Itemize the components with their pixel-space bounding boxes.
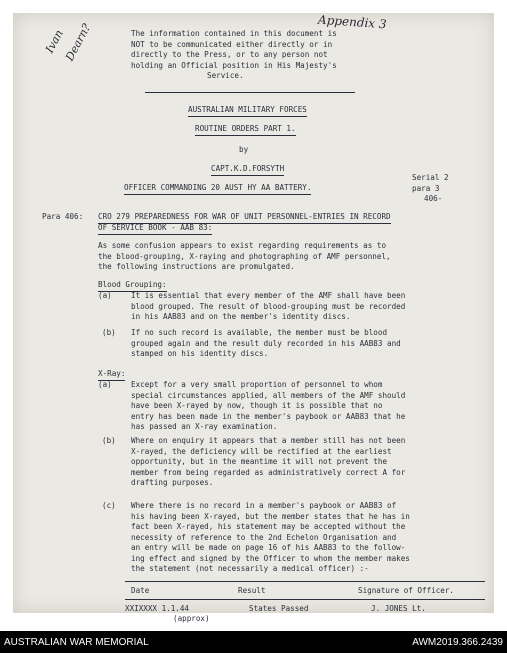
intro-paragraph (98, 241, 391, 273)
xray-c-line: Where there is no record in a member's paybook or AAB83 of (131, 501, 397, 510)
blood-a-line: blood grouped. The result of blood-grouping must be recorded (131, 301, 406, 311)
xray-c-line: ing effect and signed by the Officer to whom the member makes (131, 553, 410, 563)
handwritten-appendix-note: Appendix 3 (317, 12, 388, 32)
para-heading-line-2: OF SERVICE BOOK - AAB 83: (98, 223, 212, 235)
table-header-rule (125, 599, 485, 600)
xray-item-b-text (131, 436, 405, 489)
table-header-result: Result (238, 586, 266, 595)
captain-name: CAPT.K.D.FORSYTH (211, 164, 284, 176)
notice-line: NOT to be communicated either directly or in (131, 39, 333, 49)
archive-reference: AWM2019.366.2439 (412, 637, 503, 648)
intro-line: the blood-grouping, X-raying and photographing of AMF personnel, (98, 251, 391, 261)
blood-item-b-text (131, 328, 401, 360)
notice-divider (145, 92, 355, 93)
xray-item-a-text (131, 380, 405, 433)
blood-grouping-heading: Blood Grouping: (98, 280, 167, 292)
table-cell-signature: J. JONES Lt. (371, 604, 426, 613)
notice-line: holding an Official position in His Majesty's (131, 60, 337, 70)
blood-b-line: grouped again and the result duly recorded in his AAB83 and (131, 338, 401, 348)
blood-a-line: It is essential that every member of the AMF shall have been (131, 291, 406, 300)
intro-line: As some confusion appears to exist regarding requirements as to (98, 241, 387, 250)
notice-line: Service. (207, 71, 244, 80)
xray-a-line: has passed an X-ray examination. (131, 422, 278, 431)
archive-footer-bar (0, 631, 507, 653)
serial-line: Serial 2 (412, 173, 449, 182)
xray-a-line: have been X-rayed by now, though it is possible that no (131, 401, 383, 410)
intro-line: the following instructions are promulgated. (98, 262, 295, 271)
handwritten-margin-note-2: Dearn? (63, 21, 94, 64)
xray-c-line: the statement (not necessarily a medical officer) :- (131, 564, 369, 573)
xray-c-line: necessity of reference to the 2nd Echelon Organisation and (131, 532, 397, 542)
blood-item-a-text (131, 291, 405, 323)
table-cell-date-note: (approx) (173, 614, 210, 623)
xray-c-line: an entry will be made on page 16 of his AAB83 to the follow- (131, 543, 406, 552)
blood-item-a-label: (a) (98, 291, 112, 300)
table-cell-date: XXIXXXX 1.1.44 (125, 604, 190, 613)
notice-line: directly to the Press, or to any person not (131, 50, 328, 59)
table-header-date: Date (131, 586, 150, 595)
xray-item-c-text (131, 501, 410, 575)
xray-item-a-label: (a) (98, 380, 112, 389)
xray-heading: X-Ray: (98, 369, 125, 381)
archive-name: AUSTRALIAN WAR MEMORIAL (4, 637, 149, 648)
serial-line: 406- (424, 194, 443, 203)
xray-a-line: special circumstances applied, all members of the AMF should (131, 390, 406, 400)
table-cell-result: States Passed (249, 604, 309, 613)
xray-a-line: Except for a very small proportion of personnel to whom (131, 380, 383, 389)
xray-c-line: his having been X-rayed, but the member states that he has in (131, 511, 410, 521)
serial-block (412, 173, 449, 205)
org-title: AUSTRALIAN MILITARY FORCES (188, 105, 307, 117)
xray-b-line: drafting purposes. (131, 478, 214, 487)
xray-b-line: Where on enquiry it appears that a member still has not been (131, 436, 406, 445)
routine-orders-title: ROUTINE ORDERS PART 1. (195, 124, 296, 136)
officer-commanding-title: OFFICER COMMANDING 20 AUST HY AA BATTERY. (124, 183, 311, 195)
by-label: by (239, 145, 249, 154)
para-heading-line-1: CRO 279 PREPAREDNESS FOR WAR OF UNIT PERSONNEL-ENTRIES IN RECORD (98, 212, 391, 224)
xray-b-line: X-rayed, the deficiency will be rectified at the earliest (131, 446, 392, 456)
blood-b-line: If no such record is available, the member must be blood (131, 328, 388, 337)
blood-a-line: in his AAB83 and on the member's identity discs. (131, 312, 351, 321)
confidentiality-notice (131, 29, 337, 82)
blood-item-b-label: (b) (102, 328, 116, 337)
xray-item-b-label: (b) (102, 436, 116, 445)
xray-c-line: fact been X-rayed, his statement may be accepted without the (131, 522, 406, 531)
xray-b-line: opportunity, but in the meantime it will not prevent the (131, 457, 388, 466)
document-page (13, 12, 494, 623)
xray-item-c-label: (c) (102, 501, 116, 510)
blood-b-line: stamped on his identity discs. (131, 349, 269, 358)
table-top-rule (125, 581, 485, 582)
serial-line: para 3 (412, 183, 440, 193)
table-header-signature: Signature of Officer. (358, 586, 455, 595)
xray-a-line: entry has been made in the member's paybook or AAB83 that he (131, 411, 406, 421)
para-number: Para 406: (42, 212, 84, 221)
xray-b-line: member from being regarded as administratively correct A for (131, 467, 406, 477)
notice-line: The information contained in this document is (131, 29, 337, 38)
handwritten-margin-note-1: Ivan (43, 27, 66, 56)
